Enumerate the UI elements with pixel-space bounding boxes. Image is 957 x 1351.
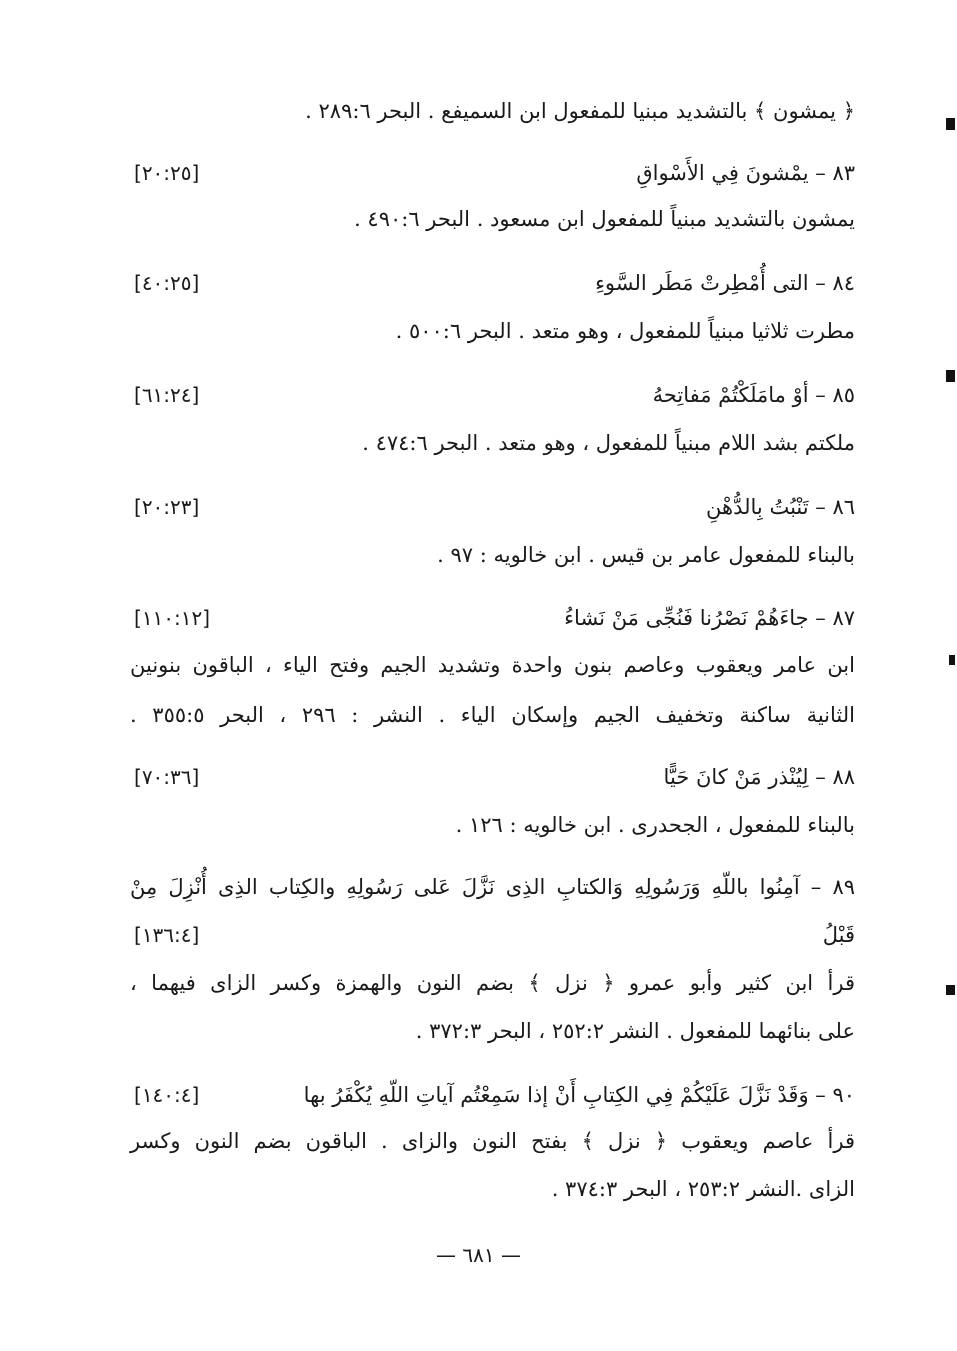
text-line: قرأ ابن كثير وأبو عمرو ﴿ نزل ﴾ بضم النون والهمزة وكسر الزاى فيهما ، xyxy=(130,971,855,995)
text-line: قَبْلُ xyxy=(822,923,855,947)
margin-mark xyxy=(946,118,955,130)
text-line: ابن عامر ويعقوب وعاصم بنون واحدة وتشديد الجيم وفتح الياء ، الباقون بنونين xyxy=(130,653,855,677)
verse-reference: [٦١:٢٤] xyxy=(134,383,200,407)
entry-heading-88: ٨٨ – لِيُنْذر مَنْ كانَ حَيًّا xyxy=(663,765,855,789)
text-line: الزاى .النشر ٢٥٣:٢ ، البحر ٣٧٤:٣ . xyxy=(551,1177,855,1201)
text-line: ﴿ يمشون ﴾ بالتشديد مبنيا للمفعول ابن السميفع . البحر ٢٨٩:٦ . xyxy=(305,99,855,123)
text-line: بالبناء للمفعول ، الجحدرى . ابن خالويه : ١٢٦ . xyxy=(455,813,855,837)
margin-mark xyxy=(949,655,955,665)
text-line: بالبناء للمفعول عامر بن قيس . ابن خالويه : ٩٧ . xyxy=(437,543,855,567)
text-line: يمشون بالتشديد مبنياً للمفعول ابن مسعود . البحر ٤٩٠:٦ . xyxy=(354,207,855,231)
margin-mark xyxy=(946,370,955,382)
text-line: الثانية ساكنة وتخفيف الجيم وإسكان الياء . النشر : ٢٩٦ ، البحر ٣٥٥:٥ . xyxy=(130,703,855,727)
margin-mark xyxy=(946,985,955,995)
verse-reference: [١٣٦:٤] xyxy=(134,923,200,947)
text-line: مطرت ثلاثيا مبنياً للمفعول ، وهو متعد . البحر ٥٠٠:٦ . xyxy=(395,319,855,343)
verse-reference: [٢٠:٢٣] xyxy=(134,495,200,519)
entry-heading-90: ٩٠ – وَقَدْ نَزَّلَ عَلَيْكُمْ فِي الكِتابِ أَنْ إذا سَمِعْتُم آياتِ اللّهِ يُكْفَرُ بها xyxy=(303,1083,855,1107)
entry-heading-86: ٨٦ – تَنْبُتُ بِالدُّهْنِ xyxy=(706,495,855,519)
text-line: قرأ عاصم ويعقوب ﴿ نزل ﴾ بفتح النون والزاى . الباقون بضم النون وكسر xyxy=(130,1129,855,1153)
entry-heading-83: ٨٣ – يمْشونَ فِي الأَسْواقِ xyxy=(636,161,855,185)
verse-reference: [١١٠:١٢] xyxy=(134,606,211,630)
verse-reference: [٢٠:٢٥] xyxy=(134,161,200,185)
entry-heading-85: ٨٥ – أوْ مامَلَكْتُمْ مَفاتِحهُ xyxy=(652,383,855,407)
entry-heading-84: ٨٤ – التى أُمْطِرتْ مَطَر السَّوءِ xyxy=(595,271,855,295)
text-line: على بنائهما للمفعول . النشر ٢٥٢:٢ ، البحر ٣٧٢:٣ . xyxy=(415,1019,855,1043)
verse-reference: [١٤٠:٤] xyxy=(134,1083,200,1107)
page-number: — ٦٨١ — xyxy=(436,1243,521,1267)
entry-heading-89: ٨٩ – آمِنُوا باللّهِ وَرَسُولِهِ وَالكتابِ الذِى نَزَّلَ عَلى رَسُولِهِ والكِتاب الذِى أُنْزِلَ مِنْ xyxy=(130,875,855,899)
entry-heading-87: ٨٧ – جاءَهُمْ نَصْرُنا فَنُجِّى مَنْ نَشاءُ xyxy=(564,606,855,630)
text-line: ملكتم بشد اللام مبنياً للمفعول ، وهو متعد . البحر ٤٧٤:٦ . xyxy=(362,431,855,455)
verse-reference: [٤٠:٢٥] xyxy=(134,271,200,295)
verse-reference: [٧٠:٣٦] xyxy=(134,765,200,789)
